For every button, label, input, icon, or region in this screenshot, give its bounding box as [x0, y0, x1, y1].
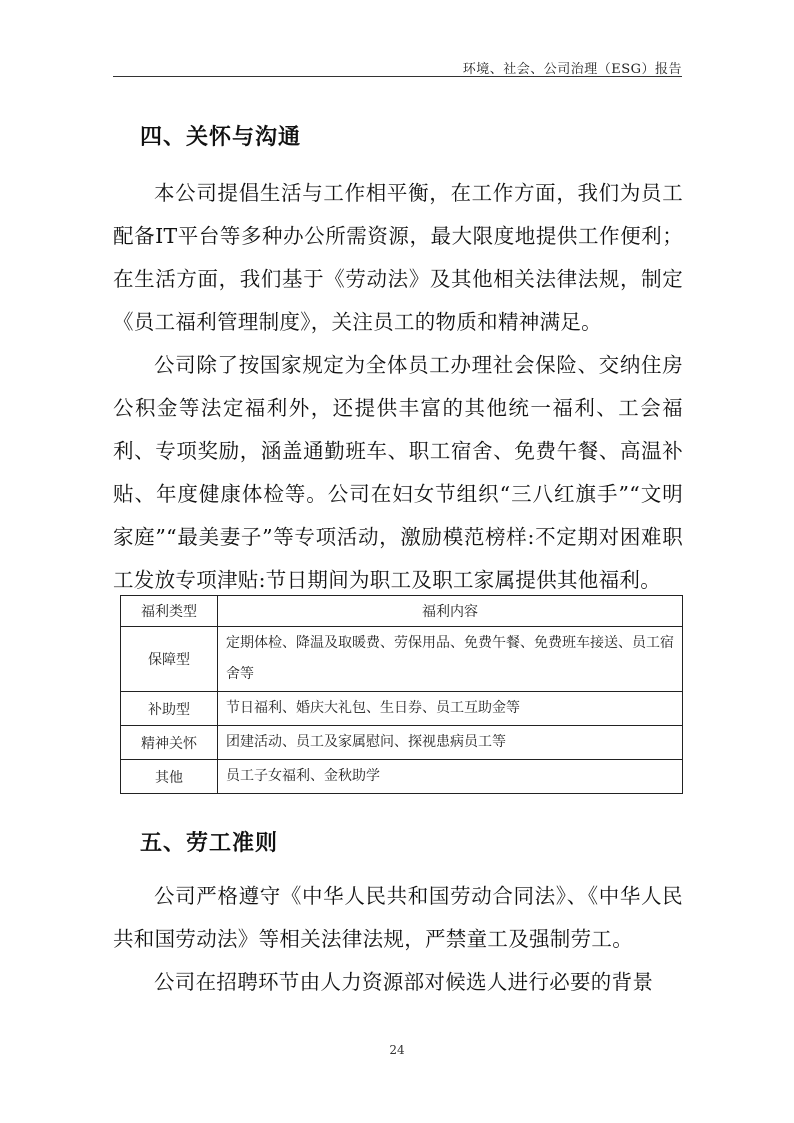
paragraph-welfare: 公司除了按国家规定为全体员工办理社会保险、交纳住房公积金等法定福利外，还提供丰富的其他统一福利、工会福利、专项奖励，涵盖通勤班车、职工宿舍、免费午餐、高温补贴、年度健康体检等。公司在妇女节组织“三八红旗手”“文明家庭”“最美妻子”等专项活动，激励模范榜样:不定期对困难职工发放专项津贴:节日期间为职工及职工家属提供其他福利。 [113, 353, 683, 592]
section-heading-labor-standards: 五、劳工准则 [140, 831, 279, 856]
paragraph-labor-law: 公司严格遵守《中华人民共和国劳动合同法》、《中华人民共和国劳动法》等相关法律法规，严禁童工及强制劳工。 [113, 884, 683, 951]
welfare-type-cell: 保障型 [121, 627, 218, 692]
table-header-row [121, 596, 683, 627]
table-row [121, 692, 683, 726]
table-row [121, 760, 683, 794]
paragraph-work-life-balance: 本公司提倡生活与工作相平衡，在工作方面，我们为员工配备IT平台等多种办公所需资源，最大限度地提供工作便利；在生活方面，我们基于《劳动法》及其他相关法律法规，制定《员工福利管理制度》，关注员工的物质和精神满足。 [113, 181, 683, 334]
welfare-table [120, 595, 683, 794]
table-header-type: 福利类型 [121, 596, 218, 627]
paragraph-recruitment: 公司在招聘环节由人力资源部对候选人进行必要的背景 [154, 970, 654, 994]
report-title: 环境、社会、公司治理（ESG）报告 [462, 62, 682, 77]
welfare-type-cell: 精神关怀 [121, 726, 218, 760]
welfare-content-cell: 员工子女福利、金秋助学 [218, 760, 683, 794]
table-row [121, 726, 683, 760]
page-number: 24 [389, 1043, 405, 1057]
welfare-content-cell: 节日福利、婚庆大礼包、生日券、员工互助金等 [218, 692, 683, 726]
table-header-content: 福利内容 [218, 596, 683, 627]
welfare-content-cell: 团建活动、员工及家属慰问、探视患病员工等 [218, 726, 683, 760]
section-heading-care-communication: 四、关怀与沟通 [140, 125, 302, 150]
welfare-type-cell: 其他 [121, 760, 218, 794]
header-rule [113, 76, 682, 77]
table-row [121, 627, 683, 692]
welfare-type-cell: 补助型 [121, 692, 218, 726]
welfare-content-cell: 定期体检、降温及取暖费、劳保用品、免费午餐、免费班车接送、员工宿舍等 [218, 627, 683, 692]
